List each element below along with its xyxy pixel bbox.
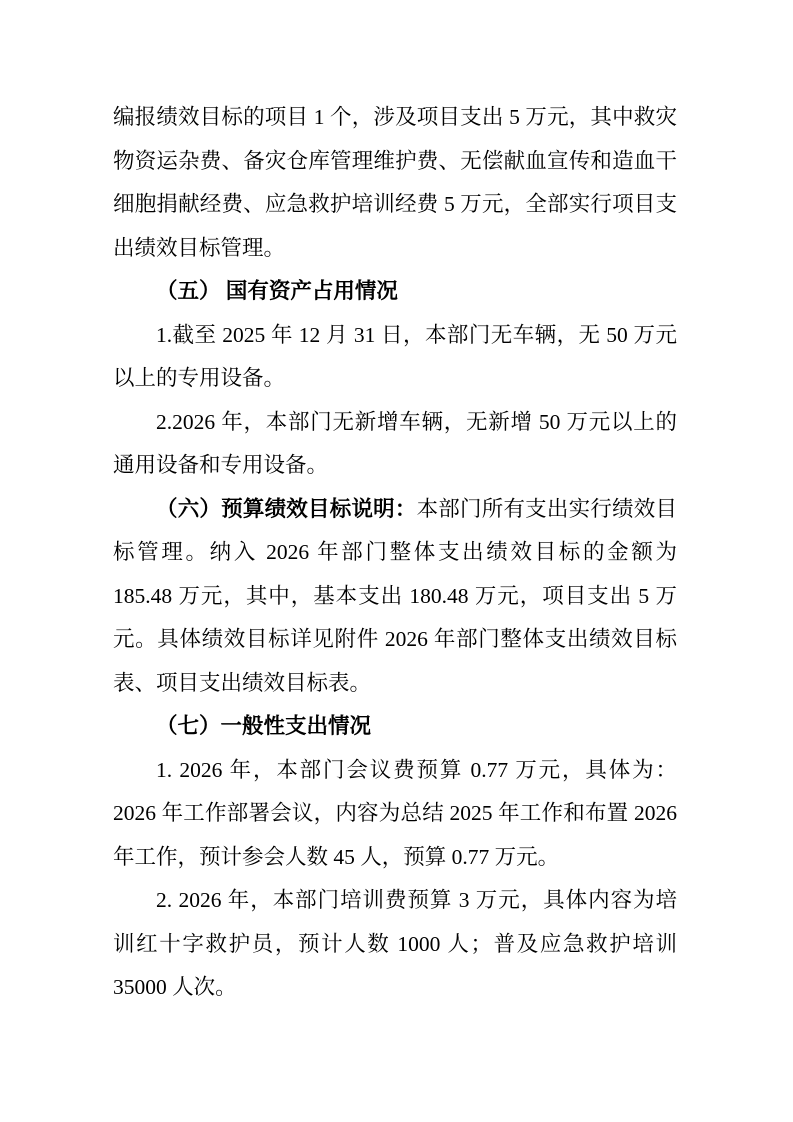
paragraph-2026-meeting-fee: 1. 2026 年，本部门会议费预算 0.77 万元，具体为：2026 年工作部署会议，内容为总结 2025 年工作和布置 2026 年工作，预计参会人数 45 人，预算 0.77 万元。 (113, 757, 677, 869)
heading-section-five-state-owned-assets: （五） 国有资产占用情况 (156, 279, 398, 303)
heading-section-seven-general-expenditure: （七）一般性支出情况 (156, 714, 372, 738)
paragraph-section-six-budget-performance (113, 488, 677, 706)
paragraph-2025-vehicles-equipment: 1.截至 2025 年 12 月 31 日，本部门无车辆，无 50 万元以上的专用设备。 (113, 322, 677, 390)
paragraph-2026-new-vehicles-equipment: 2.2026 年，本部门无新增车辆，无新增 50 万元以上的通用设备和专用设备。 (113, 409, 677, 477)
paragraph-2026-training-fee: 2. 2026 年，本部门培训费预算 3 万元，具体内容为培训红十字救护员，预计人数 1000 人；普及应急救护培训 35000 人次。 (113, 888, 677, 999)
paragraph-performance-target-projects: 编报绩效目标的项目 1 个，涉及项目支出 5 万元，其中救灾物资运杂费、备灾仓库管理维护费、无偿献血宣传和造血干细胞捐献经费、应急救护培训经费 5 万元，全部实行项目支出绩效目标管理。 (113, 105, 677, 260)
heading-section-six-budget-performance-label: （六）预算绩效目标说明： (156, 496, 417, 521)
section-six-body-text: 本部门所有支出实行绩效目标管理。纳入 2026 年部门整体支出绩效目标的金额为 185.48 万元，其中，基本支出 180.48 万元，项目支出 5 万元。具体绩效目标详见附件 2026 年部门整体支出绩效目标表、项目支出绩效目标表。 (113, 496, 677, 695)
